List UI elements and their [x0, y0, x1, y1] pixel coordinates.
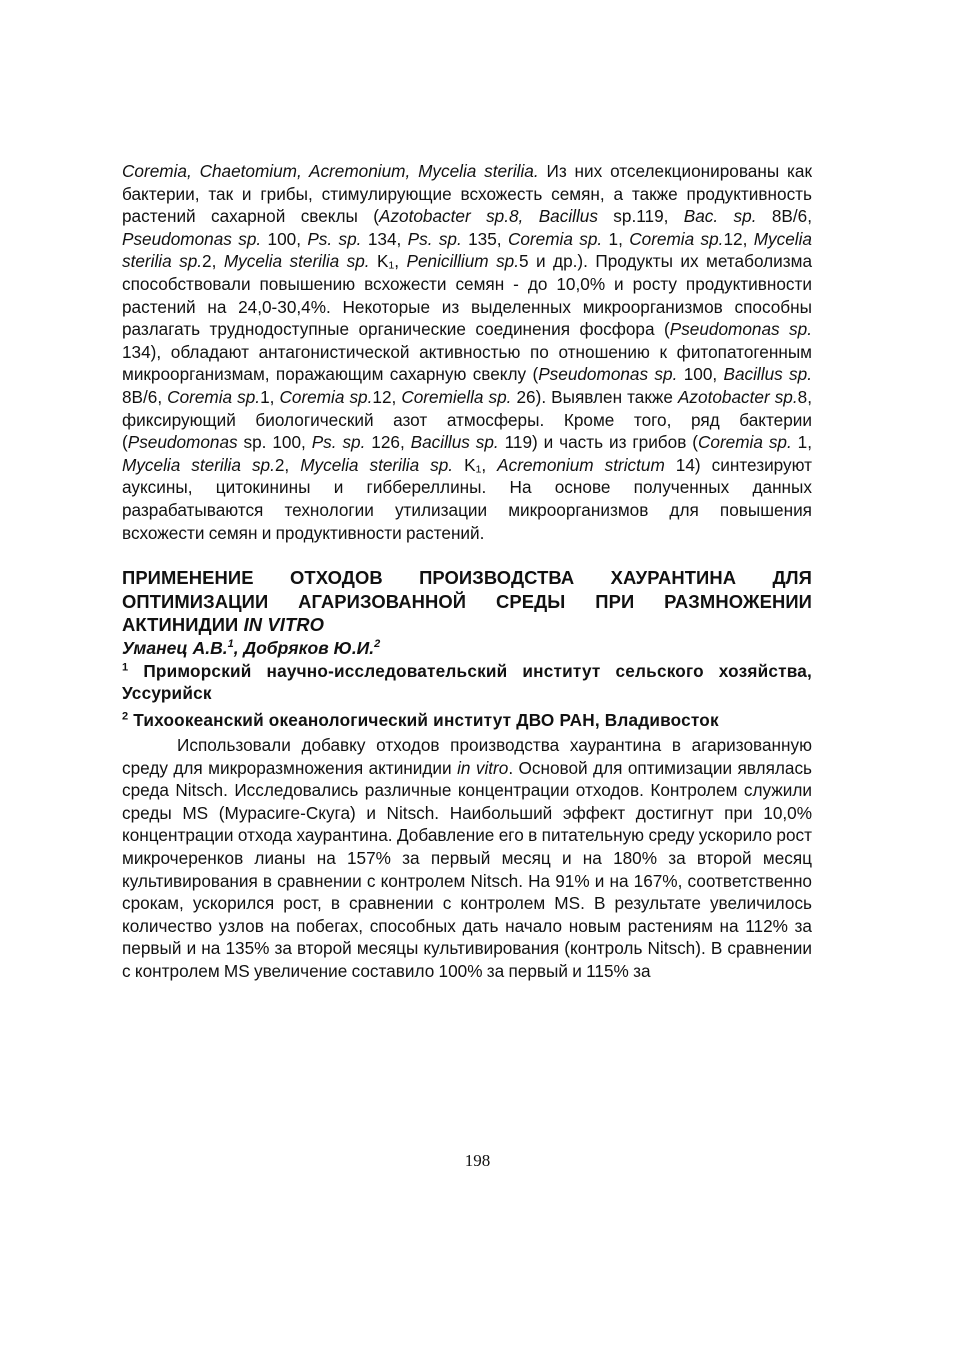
species-name: Bac. sp. [683, 206, 757, 227]
paragraph-text: 12, [723, 228, 754, 249]
species-name: Bacillus sp. [410, 432, 499, 453]
species-name: Coremiella sp. [401, 386, 512, 407]
species-name: Ps. sp. [307, 228, 362, 249]
species-name: Mycelia sterilia sp. [300, 454, 454, 475]
page-number: 198 [464, 1151, 491, 1170]
paragraph-text: 14) синтезируют ауксины, цитокинины и гиббереллины. На основе полученных данных разрабатываются технологии утилизации микроорганизмов для повышения всхожести семян и продуктивности растений. [122, 454, 813, 543]
species-name: Azotobacter sp. [677, 386, 798, 407]
paragraph-text: 119) и часть из грибов ( [498, 432, 698, 453]
species-name: Mycelia sterilia sp. [122, 228, 812, 272]
affiliation-2-text: Тихоокеанский океанологический институт ДВО РАН, Владивосток [128, 709, 719, 730]
paragraph-text: 1, [791, 432, 812, 453]
article-title [122, 566, 812, 637]
species-name: Coremia sp. [629, 228, 724, 249]
paragraph-text: 1, [260, 386, 280, 407]
paragraph-text: 2, [274, 454, 301, 475]
author-2-sup: 2 [374, 637, 381, 650]
species-name: Penicillium sp. [406, 251, 519, 272]
species-name: Pseudomonas [127, 432, 238, 453]
species-name: Coremia sp. [279, 386, 373, 407]
species-name: Acremonium strictum [497, 454, 665, 475]
abstract-text-2: . Основой для оптимизации являлась среда Nitsch. Исследовались различные концентрации отходов. Контролем служили среды MS (Мурасиге-Скуга) и Nitsch. Наибольший эффект достигнут при 10,0% концентрации отхода хаурантина. Добавление его в питательную среду ускорило рост микрочеренков лианы на 157% за первый месяц и на 180% за второй месяц культивирования в сравнении с контролем Nitsch. На 91% и на 167%, соответственно срокам, ускорился рост, в сравнении с контролем MS. В результате увеличилось количество узлов на побегах, способных дать начало новым растениям на 112% за первый и на 135% за второй месяцы культивирования (контроль Nitsch). В сравнении с контролем MS увеличение составило 100% за первый и 115% за [122, 757, 813, 982]
article-title-italic: IN VITRO [243, 614, 325, 636]
author-1: Уманец А.В. [122, 637, 228, 658]
abstract-paragraph [122, 734, 812, 983]
author-separator: , [233, 637, 244, 658]
species-name: Mycelia sterilia sp. [122, 454, 275, 475]
paragraph-text: 2, [202, 251, 224, 272]
author-2: Добряков Ю.И. [243, 637, 375, 658]
text-column [122, 160, 812, 983]
paragraph-text: 100, [261, 228, 308, 249]
paragraph-text: sp. 100, [237, 432, 312, 453]
affiliation-1-text: Приморский научно-исследовательский институт сельского хозяйства, Уссурийск [122, 660, 812, 704]
affiliation-1-sup: 1 [122, 660, 129, 673]
paragraph-text: Из них отселекционированы как бактерии, так и грибы, стимулирующие всхожесть семян, а также продуктивность растений сахарной свеклы ( [122, 161, 813, 227]
species-name: Coremia sp. [697, 432, 792, 453]
paragraph-text: 100, [677, 364, 724, 385]
paragraph-text: sp.119, [597, 206, 684, 227]
article-title-main: ПРИМЕНЕНИЕ ОТХОДОВ ПРОИЗВОДСТВА ХАУРАНТИНА ДЛЯ ОПТИМИЗАЦИИ АГАРИЗОВАННОЙ СРЕДЫ ПРИ РАЗМНОЖЕНИИ АКТИНИДИИ [122, 567, 812, 636]
species-name: Ps. sp. [311, 432, 366, 453]
paragraph-text: K₁, [369, 251, 407, 272]
paragraph-text: 1, [602, 228, 630, 249]
paragraph-text: 5 и др.). Продукты их метаболизма способствовали повышению всхожести семян - до 10,0% и росту продуктивности растений на 24,0-30,4%. Некоторые из выделенных микроорганизмов способны разлагать труднодоступные органические соединения фосфора ( [122, 251, 813, 340]
paragraph-text: 126, [365, 432, 411, 453]
continued-paragraph [122, 160, 812, 544]
affiliation-2-sup: 2 [122, 709, 129, 722]
species-name: Coremia sp. [167, 386, 261, 407]
paragraph-text: 8B/6, [756, 206, 812, 227]
species-name: Pseudomonas sp. [122, 228, 262, 249]
abstract-text-1: Использовали добавку отходов производства хаурантина в агаризованную среду для микроразмножения актинидии [122, 735, 812, 778]
paragraph-text: 134, [361, 228, 408, 249]
species-name: Azotobacter sp.8, Bacillus [378, 206, 598, 227]
affiliation-1 [122, 660, 812, 705]
paragraph-text: K₁, [453, 454, 498, 475]
paragraph-text: 12, [372, 386, 402, 407]
paragraph-text: 26). Выявлен также [511, 386, 678, 407]
species-name: Bacillus sp. [723, 364, 812, 385]
article-authors [122, 637, 812, 660]
species-name: Coremia, Chaetomium, Acremonium, Mycelia sterilia. [122, 161, 539, 181]
paragraph-text: 8, фиксирующий биологический азот атмосферы. Кроме того, ряд бактерии ( [122, 386, 812, 453]
abstract-text-italic: in vitro [457, 757, 509, 778]
species-name: Pseudomonas sp. [669, 319, 812, 340]
species-name: Ps. sp. [407, 228, 462, 249]
paragraph-text: 135, [461, 228, 508, 249]
paragraph-text: 8B/6, [122, 386, 168, 407]
species-name: Coremia sp. [507, 228, 603, 249]
paragraph-text: 134), обладают антагонистической активностью по отношению к фитопатогенным микроорганизмам, поражающим сахарную свеклу ( [122, 341, 812, 385]
author-1-sup: 1 [227, 637, 234, 650]
species-name: Pseudomonas sp. [538, 364, 678, 385]
species-name: Mycelia sterilia sp. [223, 251, 370, 272]
affiliation-2 [122, 709, 812, 732]
